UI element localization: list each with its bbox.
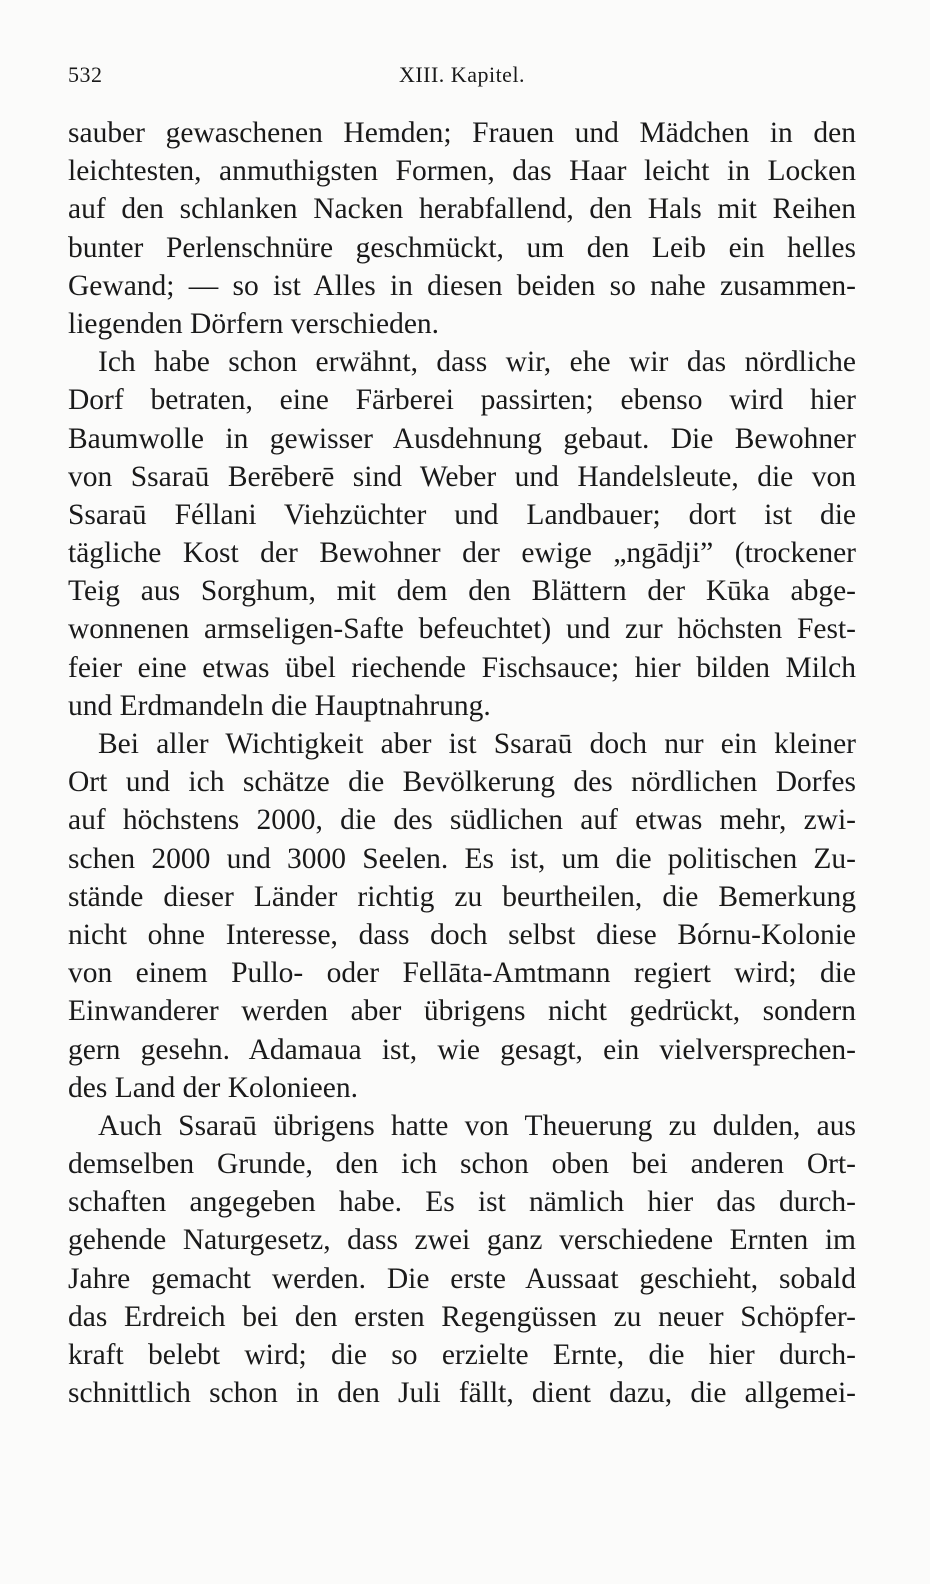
text-line: kraft belebt wird; die so erzielte Ernte, die hier durch- [68,1339,856,1371]
chapter-heading: XIII. Kapitel. [398,62,526,87]
text-line: wonnenen armseligen-Safte befeuchtet) und zur höchsten Fest- [68,613,856,646]
paragraph-first-line: Bei aller Wichtigkeit aber ist Ssaraū doch nur ein kleiner [98,728,856,760]
text-line: nicht ohne Interesse, dass doch selbst diese Bórnu-Kolonie [68,918,856,951]
text-line: sauber gewaschenen Hemden; Frauen und Mädchen in den [68,117,856,149]
body-text [68,114,856,1412]
text-line: tägliche Kost der Bewohner der ewige „ngādji” (trockener [68,537,856,570]
text-line: von einem Pullo- oder Fellāta-Amtmann regiert wird; die [68,957,856,990]
text-line: Gewand; — so ist Alles in diesen beiden so nahe zusammen- [68,269,856,302]
text-line: leichtesten, anmuthigsten Formen, das Haar leicht in Locken [68,155,856,188]
text-line: des Land der Kolonieen. [68,1071,358,1104]
text-line: Einwanderer werden aber übrigens nicht gedrückt, sondern [68,995,856,1028]
text-line: Ort und ich schätze die Bevölkerung des nördlichen Dorfes [68,766,856,799]
page-header [68,62,856,96]
text-line: auf höchstens 2000, die des südlichen auf etwas mehr, zwi- [68,804,856,837]
page-number: 532 [68,62,103,87]
text-line: liegenden Dörfern verschieden. [68,307,440,340]
text-line: Dorf betraten, eine Färberei passirten; ebenso wird hier [68,384,856,417]
text-line: feier eine etwas übel riechende Fischsauce; hier bilden Milch [68,651,856,684]
text-line: und Erdmandeln die Hauptnahrung. [68,689,491,722]
text-line: schen 2000 und 3000 Seelen. Es ist, um die politischen Zu- [68,842,856,875]
text-line: stände dieser Länder richtig zu beurtheilen, die Bemerkung [68,880,856,913]
text-line: das Erdreich bei den ersten Regengüssen zu neuer Schöpfer- [68,1300,856,1333]
text-line: Jahre gemacht werden. Die erste Aussaat geschieht, sobald [68,1262,856,1295]
text-line: auf den schlanken Nacken herabfallend, den Hals mit Reihen [68,193,856,226]
text-line: demselben Grunde, den ich schon oben bei anderen Ort- [68,1148,856,1181]
text-line: gern gesehn. Adamaua ist, wie gesagt, ein vielversprechen- [68,1033,856,1066]
text-line: Teig aus Sorghum, mit dem den Blättern der Kūka abge- [68,575,856,608]
text-line: Ssaraū Féllani Viehzüchter und Landbauer; dort ist die [68,498,856,531]
text-line: schnittlich schon in den Juli fällt, dient dazu, die allgemei- [68,1377,856,1410]
text-line: schaften angegeben habe. Es ist nämlich hier das durch- [68,1186,856,1219]
text-line: bunter Perlenschnüre geschmückt, um den Leib ein helles [68,231,856,264]
text-line: Baumwolle in gewisser Ausdehnung gebaut. Die Bewohner [68,422,856,455]
text-line: gehende Naturgesetz, dass zwei ganz verschiedene Ernten im [68,1224,856,1257]
text-line: von Ssaraū Berēberē sind Weber und Handelsleute, die von [68,460,856,493]
paragraph-first-line: Auch Ssaraū übrigens hatte von Theuerung zu dulden, aus [98,1109,856,1142]
paragraph-first-line: Ich habe schon erwähnt, dass wir, ehe wir das nördliche [98,346,856,379]
